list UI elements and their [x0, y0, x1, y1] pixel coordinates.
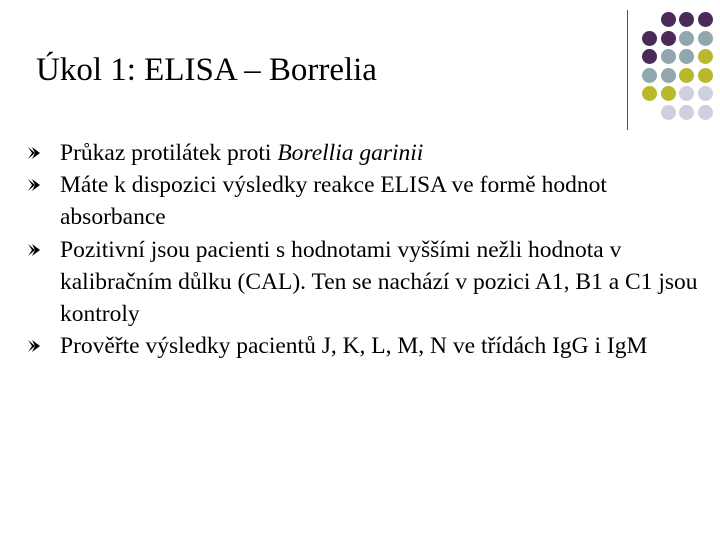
decorative-dot [698, 86, 713, 101]
decorative-dot [698, 68, 713, 83]
arrow-bullet-icon [28, 146, 41, 160]
decorative-dot [679, 105, 694, 120]
decorative-dot [642, 31, 657, 46]
decorative-dot [698, 31, 713, 46]
bullet-italic-text: Borellia garinii [277, 140, 424, 166]
arrow-bullet-icon [28, 243, 41, 257]
bullet-text: Pozitivní jsou pacienti s hodnotami vyššími nežli hodnota v kalibračním důlku (CAL). Ten se nachází v pozici A1, B1 a C1 jsou kontroly [60, 236, 698, 328]
bullet-text: Prověřte výsledky pacientů J, K, L, M, N ve třídách IgG i IgM [60, 333, 648, 360]
decorative-dot [661, 105, 676, 120]
decorative-dot [661, 12, 676, 27]
decorative-dot [679, 31, 694, 46]
decorative-dot [661, 31, 676, 46]
bullet-text: Průkaz protilátek proti [60, 140, 278, 166]
decorative-dot [698, 49, 713, 64]
decorative-dot [661, 68, 676, 83]
bullet-item-3 [28, 234, 708, 331]
decorative-divider [627, 10, 628, 130]
decorative-dot [698, 105, 713, 120]
bullet-item-1 [28, 137, 708, 169]
decorative-dot [698, 12, 713, 27]
decorative-dot [679, 86, 694, 101]
decorative-dot [642, 49, 657, 64]
slide-title: Úkol 1: ELISA – Borrelia [36, 52, 377, 88]
decorative-dot [642, 68, 657, 83]
bullet-item-4 [28, 330, 708, 362]
bullet-text: Máte k dispozici výsledky reakce ELISA ve formě hodnot absorbance [60, 172, 607, 231]
decorative-dot [642, 86, 657, 101]
bullet-item-2 [28, 169, 708, 233]
decorative-dot [679, 12, 694, 27]
decorative-dot [661, 86, 676, 101]
bullet-list [28, 137, 708, 362]
decorative-dot [661, 49, 676, 64]
arrow-bullet-icon [28, 178, 41, 192]
decorative-dot [679, 68, 694, 83]
decorative-dot [679, 49, 694, 64]
arrow-bullet-icon [28, 339, 41, 353]
